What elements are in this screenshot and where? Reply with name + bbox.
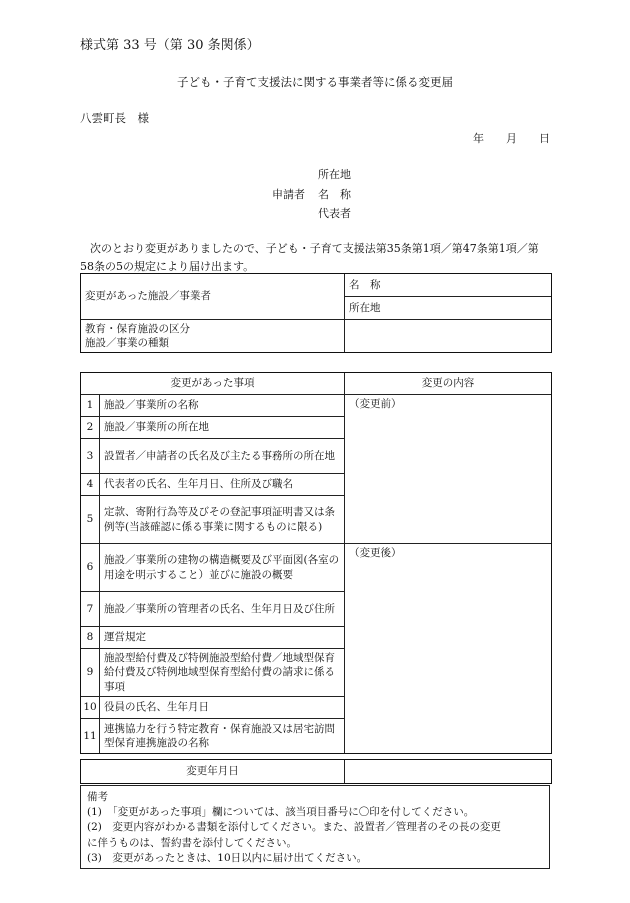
applicant-name-label: 名 称 [318,188,351,201]
item-text: 運営規定 [100,627,345,649]
item-number: 11 [81,719,100,754]
after-cell: （変更後） [345,544,552,754]
item-text: 施設／事業所の管理者の氏名、生年月日及び住所 [100,592,345,627]
note-line: に伴うものは、誓約書を添付してください。 [87,836,297,849]
note-line: (2) 変更内容がわかる書類を添付してください。また、設置者／管理者のその長の変更 [87,821,501,834]
header-content: 変更の内容 [345,373,552,395]
applicant-label: 申請者 [272,188,305,201]
intro-line-2: 58条の5の規定により届け出ます。 [80,260,255,273]
item-number: 6 [81,544,100,592]
item-text: 定款、寄附行為等及びその登記事項証明書又は条例等(当該確認に係る事業に関するものに限る) [100,496,345,544]
category-line-1: 教育・保育施設の区分 [85,323,190,335]
item-number: 2 [81,417,100,439]
change-date-label: 変更年月日 [81,760,345,784]
date-line: 年 月 日 [473,132,550,145]
item-text: 施設／事業所の所在地 [100,417,345,439]
facility-address-label: 所在地 [345,297,552,320]
category-line-2: 施設／事業の種類 [85,337,169,350]
notes-box [80,785,550,869]
facility-name-label: 名 称 [345,274,552,297]
note-line: (3) 変更があったときは、10日以内に届け出てください。 [87,851,368,864]
item-text: 施設／事業所の名称 [100,395,345,417]
changed-facility-label: 変更があった施設／事業者 [81,274,345,320]
item-text: 連携協力を行う特定教育・保育施設又は居宅訪問型保育連携施設の名称 [100,719,345,754]
item-text: 施設型給付費及び特例施設型給付費／地域型保育給付費及び特例地域型保育型給付費の請求に係る事項 [100,649,345,697]
note-line: (1) 「変更があった事項」欄については、該当項目番号に〇印を付してください。 [87,806,475,819]
item-number: 1 [81,395,100,417]
item-text: 代表者の氏名、生年月日、住所及び職名 [100,474,345,496]
facility-category-value [345,320,552,353]
change-date-value [345,760,552,784]
item-number: 7 [81,592,100,627]
item-number: 8 [81,627,100,649]
applicant-representative-label: 代表者 [318,207,351,220]
applicant-address-label: 所在地 [318,168,351,181]
item-number: 4 [81,474,100,496]
item-text: 役員の氏名、生年月日 [100,697,345,719]
change-table [80,372,552,754]
addressee: 八雲町長 様 [80,111,149,125]
item-number: 3 [81,439,100,474]
notes-heading: 備考 [87,791,108,803]
item-number: 5 [81,496,100,544]
item-number: 10 [81,697,100,719]
form-title: 子ども・子育て支援法に関する事業者等に係る変更届 [177,75,453,89]
item-text: 設置者／申請者の氏名及び主たる事務所の所在地 [100,439,345,474]
change-date-table [80,759,552,784]
item-text: 施設／事業所の建物の構造概要及び平面図(各室の用途を明示すること）並びに施設の概要 [100,544,345,592]
facility-category-cell [81,320,345,353]
form-number: 様式第 33 号（第 30 条関係） [80,38,260,53]
intro-line-1: 次のとおり変更がありましたので、子ども・子育て支援法第35条第1項／第47条第1項／第 [90,242,539,255]
facility-table [80,273,552,353]
item-number: 9 [81,649,100,697]
header-items: 変更があった事項 [81,373,345,395]
before-cell: （変更前） [345,395,552,544]
